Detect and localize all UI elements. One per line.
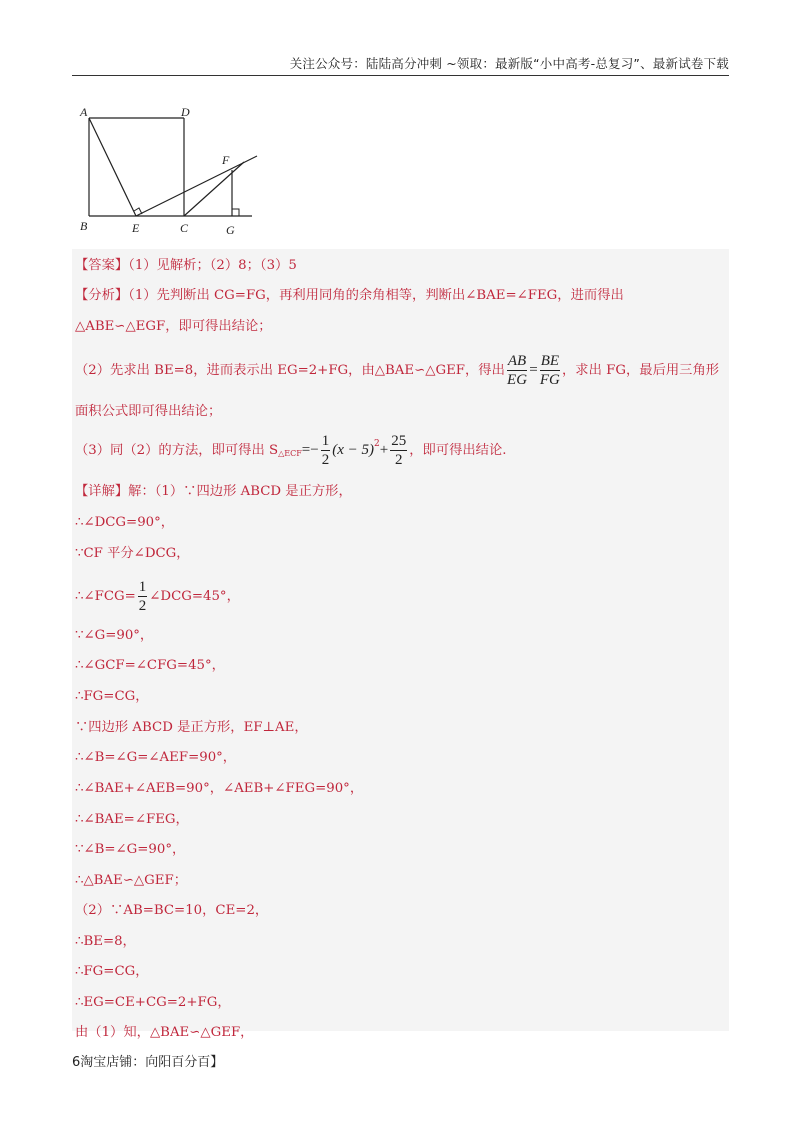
detail-line-7: ∴FG=CG， xyxy=(75,689,149,704)
equals-sign: = xyxy=(529,362,538,378)
answer-line: 【答案】（1）见解析；（2）8；（3）5 xyxy=(75,258,297,273)
fraction-half-den: 2 xyxy=(138,598,147,614)
fraction-fg-den: FG xyxy=(539,372,560,388)
analysis-line-5-post: ，即可得出结论. xyxy=(409,443,507,458)
fraction-two-den: 2 xyxy=(321,452,330,468)
page-footer xyxy=(72,1051,223,1070)
expression-x-minus-5: (x − 5) xyxy=(332,442,374,458)
label-a: A xyxy=(80,105,88,119)
label-e: E xyxy=(132,221,140,235)
segment-cf xyxy=(184,162,244,216)
detail-line-13: ∴△BAE∽△GEF； xyxy=(75,873,187,888)
exponent-2: 2 xyxy=(374,439,380,449)
equals-minus: =− xyxy=(301,442,319,458)
fraction-25-over-2 xyxy=(390,432,407,469)
fraction-be-num: BE xyxy=(540,353,560,369)
analysis-line-4: 面积公式即可得出结论； xyxy=(75,404,222,419)
label-c: C xyxy=(180,221,189,235)
fraction-be-fg xyxy=(540,352,560,389)
page-header xyxy=(72,55,729,76)
analysis-line-1: 【分析】（1）先判断出 CG=FG，再利用同角的余角相等，判断出∠BAE=∠FEG，进而得出 xyxy=(75,288,624,303)
detail-line-3: ∵CF 平分∠DCG， xyxy=(75,546,190,561)
fraction-half xyxy=(138,578,148,615)
analysis-line-5-text: （3）同（2）的方法，即可得出 S xyxy=(75,443,279,458)
detail-line-6: ∴∠GCF=∠CFG=45°， xyxy=(75,658,225,673)
detail-line-1: 【详解】解：（1）∵四边形 ABCD 是正方形， xyxy=(75,484,352,499)
footer-text: 6淘宝店铺：向阳百分百】 xyxy=(72,1055,224,1070)
fraction-2-den: 2 xyxy=(394,452,403,468)
detail-line-18: 由（1）知，△BAE∽△GEF， xyxy=(75,1025,254,1040)
header-text: 关注公众号：陆陆高分冲刺 ~领取：最新版“小中高考-总复习”、最新试卷下载 xyxy=(289,56,729,71)
fraction-one-half xyxy=(321,432,331,469)
fraction-one-num: 1 xyxy=(321,433,330,449)
detail-line-8: ∵四边形 ABCD 是正方形，EF⊥AE， xyxy=(75,720,308,735)
segment-ae xyxy=(89,118,136,216)
detail-line-5: ∵∠G=90°， xyxy=(75,628,154,643)
label-g: G xyxy=(226,223,235,237)
analysis-line-3-post: ，求出 FG，最后用三角形 xyxy=(562,363,720,378)
label-d: D xyxy=(181,105,190,119)
plus-sign: + xyxy=(379,442,389,458)
detail-line-12: ∵∠B=∠G=90°， xyxy=(75,842,186,857)
detail-line-10: ∴∠BAE+∠AEB=90°，∠AEB+∠FEG=90°， xyxy=(75,781,364,796)
detail-line-4 xyxy=(75,578,240,615)
detail-line-2: ∴∠DCG=90°， xyxy=(75,515,175,530)
fraction-25-num: 25 xyxy=(391,433,407,449)
ray-ef xyxy=(136,156,257,216)
area-subscript: △ECF xyxy=(278,449,302,458)
fraction-ab-num: AB xyxy=(507,353,527,369)
label-f: F xyxy=(222,153,230,167)
fraction-ab-eg xyxy=(507,352,527,389)
detail-line-15: ∴BE=8， xyxy=(75,934,136,949)
detail-line-17: ∴EG=CE+CG=2+FG， xyxy=(75,995,231,1010)
analysis-line-5 xyxy=(75,432,507,469)
detail-line-16: ∴FG=CG， xyxy=(75,964,149,979)
detail-line-14: （2）∵AB=BC=10，CE=2， xyxy=(75,903,269,918)
geometry-figure xyxy=(72,98,272,243)
detail-line-4-pre: ∴∠FCG= xyxy=(75,589,136,604)
right-angle-g xyxy=(232,209,239,216)
analysis-line-2: △ABE∽△EGF，即可得出结论； xyxy=(75,319,272,334)
label-b: B xyxy=(80,219,88,233)
detail-line-11: ∴∠BAE=∠FEG， xyxy=(75,812,189,827)
analysis-line-3-text: （2）先求出 BE=8，进而表示出 EG=2+FG，由△BAE∽△GEF，得出 xyxy=(75,363,505,378)
analysis-line-3 xyxy=(75,352,719,389)
fraction-eg-den: EG xyxy=(507,372,528,388)
detail-line-4-post: ∠DCG=45°， xyxy=(149,589,240,604)
fraction-half-num: 1 xyxy=(138,579,147,595)
square-diagram xyxy=(72,98,272,243)
detail-line-9: ∴∠B=∠G=∠AEF=90°， xyxy=(75,750,237,765)
